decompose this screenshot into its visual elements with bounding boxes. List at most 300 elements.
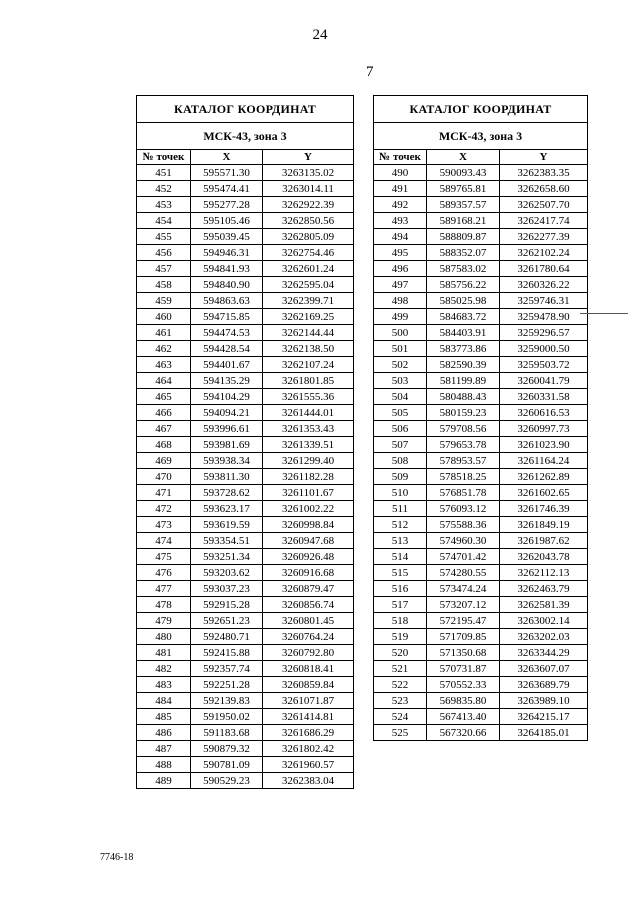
y-coordinate-cell: 3261164.24 [500,453,588,469]
x-coordinate-cell: 593623.17 [191,501,263,517]
y-coordinate-cell: 3262595.04 [263,277,354,293]
y-coordinate-cell: 3262658.60 [500,181,588,197]
x-coordinate-cell: 584403.91 [427,325,500,341]
y-coordinate-cell: 3261023.90 [500,437,588,453]
x-coordinate-cell: 594946.31 [191,245,263,261]
column-header-point: № точек [374,150,427,165]
x-coordinate-cell: 585756.22 [427,277,500,293]
point-number-cell: 476 [137,565,191,581]
x-coordinate-cell: 583773.86 [427,341,500,357]
table-row [137,613,354,629]
table-row [374,661,588,677]
column-header-y: Y [263,150,354,165]
point-number-cell: 523 [374,693,427,709]
point-number-cell: 465 [137,389,191,405]
table-row [374,357,588,373]
x-coordinate-cell: 594715.85 [191,309,263,325]
x-coordinate-cell: 593203.62 [191,565,263,581]
y-coordinate-cell: 3260818.41 [263,661,354,677]
x-coordinate-cell: 593981.69 [191,437,263,453]
x-coordinate-cell: 594428.54 [191,341,263,357]
y-coordinate-cell: 3261101.67 [263,485,354,501]
y-coordinate-cell: 3261353.43 [263,421,354,437]
point-number-cell: 452 [137,181,191,197]
column-header-x: X [427,150,500,165]
table-row [374,181,588,197]
point-number-cell: 481 [137,645,191,661]
x-coordinate-cell: 578518.25 [427,469,500,485]
point-number-cell: 471 [137,485,191,501]
point-number-cell: 511 [374,501,427,517]
y-coordinate-cell: 3261339.51 [263,437,354,453]
y-coordinate-cell: 3261849.19 [500,517,588,533]
x-coordinate-cell: 587583.02 [427,261,500,277]
table-row [374,229,588,245]
point-number-cell: 486 [137,725,191,741]
x-coordinate-cell: 576093.12 [427,501,500,517]
point-number-cell: 499 [374,309,427,325]
point-number-cell: 509 [374,469,427,485]
point-number-cell: 483 [137,677,191,693]
x-coordinate-cell: 584683.72 [427,309,500,325]
x-coordinate-cell: 567413.40 [427,709,500,725]
point-number-cell: 463 [137,357,191,373]
y-coordinate-cell: 3262463.79 [500,581,588,597]
point-number-cell: 498 [374,293,427,309]
y-coordinate-cell: 3261299.40 [263,453,354,469]
table-row [374,597,588,613]
y-coordinate-cell: 3262754.46 [263,245,354,261]
y-coordinate-cell: 3262144.44 [263,325,354,341]
point-number-cell: 478 [137,597,191,613]
footer-code: 7746-18 [100,852,134,863]
table-row [374,533,588,549]
x-coordinate-cell: 594474.53 [191,325,263,341]
x-coordinate-cell: 595277.28 [191,197,263,213]
x-coordinate-cell: 580488.43 [427,389,500,405]
y-coordinate-cell: 3261960.57 [263,757,354,773]
table-row [137,773,354,789]
y-coordinate-cell: 3263344.29 [500,645,588,661]
table-row [374,245,588,261]
x-coordinate-cell: 571709.85 [427,629,500,645]
x-coordinate-cell: 592415.88 [191,645,263,661]
point-number-cell: 461 [137,325,191,341]
table-row [137,165,354,181]
x-coordinate-cell: 595105.46 [191,213,263,229]
x-coordinate-cell: 594104.29 [191,389,263,405]
x-coordinate-cell: 593811.30 [191,469,263,485]
point-number-cell: 467 [137,421,191,437]
y-coordinate-cell: 3260856.74 [263,597,354,613]
x-coordinate-cell: 594401.67 [191,357,263,373]
x-coordinate-cell: 594863.63 [191,293,263,309]
table-row [137,325,354,341]
catalog-title: КАТАЛОГ КООРДИНАТ [137,96,354,123]
x-coordinate-cell: 590529.23 [191,773,263,789]
point-number-cell: 480 [137,629,191,645]
table-row [374,213,588,229]
point-number-cell: 458 [137,277,191,293]
point-number-cell: 518 [374,613,427,629]
y-coordinate-cell: 3260041.79 [500,373,588,389]
y-coordinate-cell: 3260859.84 [263,677,354,693]
table-row [137,357,354,373]
x-coordinate-cell: 590093.43 [427,165,500,181]
table-row [374,709,588,725]
table-row [137,197,354,213]
x-coordinate-cell: 594135.29 [191,373,263,389]
point-number-cell: 462 [137,341,191,357]
x-coordinate-cell: 576851.78 [427,485,500,501]
x-coordinate-cell: 574280.55 [427,565,500,581]
y-coordinate-cell: 3263689.79 [500,677,588,693]
y-coordinate-cell: 3259746.31 [500,293,588,309]
point-number-cell: 485 [137,709,191,725]
y-coordinate-cell: 3262601.24 [263,261,354,277]
y-coordinate-cell: 3260326.22 [500,277,588,293]
coordinate-catalog-left [136,95,354,789]
point-number-cell: 484 [137,693,191,709]
y-coordinate-cell: 3261987.62 [500,533,588,549]
point-number-cell: 505 [374,405,427,421]
point-number-cell: 494 [374,229,427,245]
point-number-cell: 521 [374,661,427,677]
point-number-cell: 453 [137,197,191,213]
point-number-cell: 457 [137,261,191,277]
point-number-cell: 503 [374,373,427,389]
x-coordinate-cell: 574960.30 [427,533,500,549]
point-number-cell: 475 [137,549,191,565]
y-coordinate-cell: 3262581.39 [500,597,588,613]
table-row [137,661,354,677]
table-row [137,693,354,709]
y-coordinate-cell: 3262507.70 [500,197,588,213]
point-number-cell: 519 [374,629,427,645]
x-coordinate-cell: 591183.68 [191,725,263,741]
y-coordinate-cell: 3261262.89 [500,469,588,485]
point-number-cell: 506 [374,421,427,437]
x-coordinate-cell: 579708.56 [427,421,500,437]
table-row [374,261,588,277]
table-row [137,421,354,437]
table-row [137,501,354,517]
table-row [137,405,354,421]
y-coordinate-cell: 3261780.64 [500,261,588,277]
table-row [137,341,354,357]
table-row [137,277,354,293]
x-coordinate-cell: 594094.21 [191,405,263,421]
point-number-cell: 459 [137,293,191,309]
table-row [374,725,588,741]
table-row [137,677,354,693]
x-coordinate-cell: 592915.28 [191,597,263,613]
table-row [374,629,588,645]
table-row [137,309,354,325]
point-number-cell: 469 [137,453,191,469]
point-number-cell: 482 [137,661,191,677]
table-row [374,517,588,533]
point-number-cell: 492 [374,197,427,213]
y-coordinate-cell: 3263607.07 [500,661,588,677]
table-row [137,741,354,757]
y-coordinate-cell: 3260331.58 [500,389,588,405]
table-row [374,341,588,357]
table-row [374,565,588,581]
catalog-body-left [137,165,354,789]
catalog-body-right [374,165,588,741]
table-row [137,517,354,533]
y-coordinate-cell: 3264215.17 [500,709,588,725]
point-number-cell: 456 [137,245,191,261]
table-row [137,533,354,549]
x-coordinate-cell: 581199.89 [427,373,500,389]
y-coordinate-cell: 3259478.90 [500,309,588,325]
point-number-cell: 522 [374,677,427,693]
y-coordinate-cell: 3260998.84 [263,517,354,533]
x-coordinate-cell: 572195.47 [427,613,500,629]
point-number-cell: 502 [374,357,427,373]
point-number-cell: 513 [374,533,427,549]
y-coordinate-cell: 3260997.73 [500,421,588,437]
table-row [137,213,354,229]
catalog-title: КАТАЛОГ КООРДИНАТ [374,96,588,123]
y-coordinate-cell: 3262383.04 [263,773,354,789]
y-coordinate-cell: 3262107.24 [263,357,354,373]
table-row [137,293,354,309]
table-row [137,709,354,725]
table-row [137,629,354,645]
y-coordinate-cell: 3260926.48 [263,549,354,565]
table-row [137,757,354,773]
y-coordinate-cell: 3261444.01 [263,405,354,421]
y-coordinate-cell: 3261602.65 [500,485,588,501]
table-row [137,549,354,565]
point-number-cell: 508 [374,453,427,469]
sheet-number: 7 [366,64,374,80]
y-coordinate-cell: 3262112.13 [500,565,588,581]
x-coordinate-cell: 593251.34 [191,549,263,565]
point-number-cell: 491 [374,181,427,197]
x-coordinate-cell: 571350.68 [427,645,500,661]
point-number-cell: 514 [374,549,427,565]
x-coordinate-cell: 593354.51 [191,533,263,549]
point-number-cell: 504 [374,389,427,405]
point-number-cell: 493 [374,213,427,229]
point-number-cell: 451 [137,165,191,181]
catalog-zone: МСК-43, зона 3 [137,123,354,150]
point-number-cell: 517 [374,597,427,613]
margin-mark-line [580,313,628,314]
y-coordinate-cell: 3263014.11 [263,181,354,197]
table-row [137,485,354,501]
x-coordinate-cell: 570731.87 [427,661,500,677]
x-coordinate-cell: 592251.28 [191,677,263,693]
table-row [137,453,354,469]
x-coordinate-cell: 589765.81 [427,181,500,197]
y-coordinate-cell: 3260879.47 [263,581,354,597]
catalog-zone: МСК-43, зона 3 [374,123,588,150]
y-coordinate-cell: 3260947.68 [263,533,354,549]
y-coordinate-cell: 3262277.39 [500,229,588,245]
y-coordinate-cell: 3261801.85 [263,373,354,389]
table-row [137,565,354,581]
x-coordinate-cell: 595039.45 [191,229,263,245]
y-coordinate-cell: 3264185.01 [500,725,588,741]
x-coordinate-cell: 569835.80 [427,693,500,709]
table-row [374,613,588,629]
table-row [137,181,354,197]
x-coordinate-cell: 578953.57 [427,453,500,469]
table-row [137,469,354,485]
y-coordinate-cell: 3262850.56 [263,213,354,229]
table-row [137,645,354,661]
table-row [374,293,588,309]
point-number-cell: 501 [374,341,427,357]
x-coordinate-cell: 591950.02 [191,709,263,725]
x-coordinate-cell: 588352.07 [427,245,500,261]
y-coordinate-cell: 3260801.45 [263,613,354,629]
point-number-cell: 524 [374,709,427,725]
table-row [374,485,588,501]
point-number-cell: 510 [374,485,427,501]
y-coordinate-cell: 3260792.80 [263,645,354,661]
x-coordinate-cell: 594840.90 [191,277,263,293]
x-coordinate-cell: 579653.78 [427,437,500,453]
y-coordinate-cell: 3261555.36 [263,389,354,405]
point-number-cell: 487 [137,741,191,757]
point-number-cell: 507 [374,437,427,453]
point-number-cell: 473 [137,517,191,533]
y-coordinate-cell: 3261746.39 [500,501,588,517]
x-coordinate-cell: 589357.57 [427,197,500,213]
y-coordinate-cell: 3262102.24 [500,245,588,261]
x-coordinate-cell: 593619.59 [191,517,263,533]
point-number-cell: 477 [137,581,191,597]
table-row [374,549,588,565]
point-number-cell: 454 [137,213,191,229]
y-coordinate-cell: 3262043.78 [500,549,588,565]
table-row [374,165,588,181]
x-coordinate-cell: 592357.74 [191,661,263,677]
x-coordinate-cell: 593037.23 [191,581,263,597]
y-coordinate-cell: 3262383.35 [500,165,588,181]
coordinate-catalog-right [373,95,588,741]
point-number-cell: 500 [374,325,427,341]
table-row [374,373,588,389]
x-coordinate-cell: 592139.83 [191,693,263,709]
point-number-cell: 479 [137,613,191,629]
x-coordinate-cell: 592651.23 [191,613,263,629]
column-header-x: X [191,150,263,165]
table-row [374,309,588,325]
table-row [137,437,354,453]
x-coordinate-cell: 570552.33 [427,677,500,693]
table-row [374,693,588,709]
y-coordinate-cell: 3262399.71 [263,293,354,309]
point-number-cell: 470 [137,469,191,485]
x-coordinate-cell: 589168.21 [427,213,500,229]
x-coordinate-cell: 573474.24 [427,581,500,597]
table-row [374,677,588,693]
x-coordinate-cell: 593728.62 [191,485,263,501]
x-coordinate-cell: 595474.41 [191,181,263,197]
x-coordinate-cell: 590781.09 [191,757,263,773]
y-coordinate-cell: 3261182.28 [263,469,354,485]
table-row [137,581,354,597]
point-number-cell: 496 [374,261,427,277]
y-coordinate-cell: 3262922.39 [263,197,354,213]
y-coordinate-cell: 3259296.57 [500,325,588,341]
y-coordinate-cell: 3262805.09 [263,229,354,245]
x-coordinate-cell: 585025.98 [427,293,500,309]
y-coordinate-cell: 3262138.50 [263,341,354,357]
table-row [374,469,588,485]
y-coordinate-cell: 3260916.68 [263,565,354,581]
y-coordinate-cell: 3259503.72 [500,357,588,373]
column-header-point: № точек [137,150,191,165]
y-coordinate-cell: 3263135.02 [263,165,354,181]
y-coordinate-cell: 3262169.25 [263,309,354,325]
x-coordinate-cell: 593996.61 [191,421,263,437]
table-row [374,277,588,293]
table-row [374,389,588,405]
point-number-cell: 490 [374,165,427,181]
x-coordinate-cell: 590879.32 [191,741,263,757]
point-number-cell: 525 [374,725,427,741]
table-row [374,197,588,213]
point-number-cell: 455 [137,229,191,245]
y-coordinate-cell: 3260764.24 [263,629,354,645]
point-number-cell: 466 [137,405,191,421]
table-row [374,581,588,597]
table-row [137,229,354,245]
point-number-cell: 516 [374,581,427,597]
table-row [374,421,588,437]
table-row [137,389,354,405]
x-coordinate-cell: 574701.42 [427,549,500,565]
x-coordinate-cell: 575588.36 [427,517,500,533]
table-row [137,261,354,277]
table-row [137,373,354,389]
point-number-cell: 489 [137,773,191,789]
y-coordinate-cell: 3261414.81 [263,709,354,725]
y-coordinate-cell: 3261002.22 [263,501,354,517]
point-number-cell: 472 [137,501,191,517]
point-number-cell: 468 [137,437,191,453]
x-coordinate-cell: 580159.23 [427,405,500,421]
table-row [137,725,354,741]
x-coordinate-cell: 593938.34 [191,453,263,469]
y-coordinate-cell: 3262417.74 [500,213,588,229]
table-row [374,501,588,517]
y-coordinate-cell: 3263989.10 [500,693,588,709]
point-number-cell: 460 [137,309,191,325]
page-number: 24 [312,27,328,43]
table-row [374,405,588,421]
point-number-cell: 515 [374,565,427,581]
point-number-cell: 488 [137,757,191,773]
point-number-cell: 495 [374,245,427,261]
table-row [374,325,588,341]
y-coordinate-cell: 3261802.42 [263,741,354,757]
x-coordinate-cell: 595571.30 [191,165,263,181]
y-coordinate-cell: 3259000.50 [500,341,588,357]
y-coordinate-cell: 3261686.29 [263,725,354,741]
table-row [374,645,588,661]
y-coordinate-cell: 3263202.03 [500,629,588,645]
x-coordinate-cell: 567320.66 [427,725,500,741]
